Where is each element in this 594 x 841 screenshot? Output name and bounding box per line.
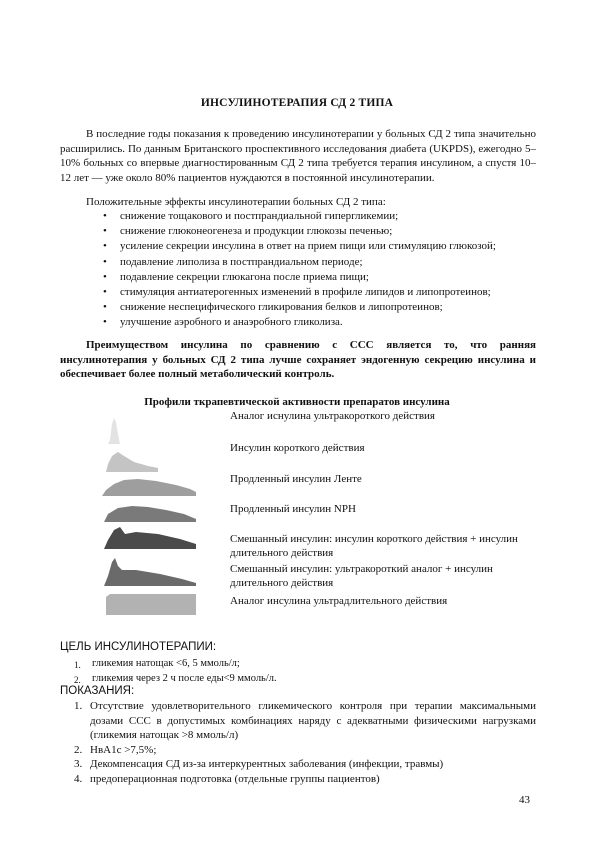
goal-list-item xyxy=(60,672,277,687)
goal-item-text: гликемия натощак <6, 5 ммоль/л; xyxy=(92,658,240,669)
profile-shape-short xyxy=(106,452,158,472)
profile-label: Аналог инсулина ультрадлительного действия xyxy=(230,595,448,607)
effects-list-item: • подавление липолиза в постпрандиальном периоде; xyxy=(86,255,536,270)
goal-list-item xyxy=(60,657,277,672)
indications-list-item xyxy=(60,772,536,787)
effects-list-item: • снижение тощакового и постпрандиальной гипергликемии; xyxy=(86,209,536,224)
profile-shape-lente xyxy=(102,479,196,496)
indication-number: 1. xyxy=(74,700,83,712)
profile-shape-mix-short xyxy=(104,527,196,549)
page-number: 43 xyxy=(519,794,530,806)
effects-list-item: • усиление секреции инсулина в ответ на прием пищи или стимуляцию глюкозой; xyxy=(86,239,536,254)
profile-shape-ultralong xyxy=(106,594,196,615)
page-title: ИНСУЛИНОТЕРАПИЯ СД 2 ТИПА xyxy=(200,97,394,109)
profile-label: Смешанный инсулин: ультракороткий аналог + инсулин длительного действия xyxy=(230,563,493,589)
profiles-title: Профили ткрапевтической активности препаратов инсулина xyxy=(144,396,450,408)
goal-heading: ЦЕЛЬ ИНСУЛИНОТЕРАПИИ: xyxy=(60,641,217,653)
effects-list-item: • стимуляция антиатерогенных изменений в профиле липидов и липопротеинов; xyxy=(86,285,536,300)
effects-list xyxy=(86,209,536,331)
advantage-paragraph: Преимуществом инсулина по сравнению с ССС является то, что ранняя инсулинотерапия у больных СД 2 типа лучше сохраняет эндогенную секрецию инсулина и обеспечивает более полный метаболический контроль. xyxy=(60,339,536,381)
indication-text: Декомпенсация СД из-за интеркурентных заболевания (инфекции, травмы) xyxy=(90,758,444,771)
profile-label: Смешанный инсулин: инсулин короткого действия + инсулин длительного действия xyxy=(230,533,518,559)
profile-label: Продленный инсулин Ленте xyxy=(230,473,362,485)
profile-shape-nph xyxy=(104,506,196,522)
indications-list xyxy=(60,699,536,787)
effects-list-item: • снижение неспецифического гликирования белков и липопротеинов; xyxy=(86,300,536,315)
goal-item-text: гликемия через 2 ч после еды<9 ммоль/л. xyxy=(92,672,277,684)
indication-text: предоперационная подготовка (отдельные группы пациентов) xyxy=(90,772,380,785)
goal-item-number: 1. xyxy=(74,660,81,670)
goal-list xyxy=(60,657,277,686)
intro-paragraph: В последние годы показания к проведению инсулинотерапии у больных СД 2 типа значительно расширились. По данным Британского проспективного исследования диабета (UKPDS), ежегодно 5–10% больных со впервые диагностированным СД 2 типа требуется терапия инсулином, а спустя 10–12 лет — уже около 80% пациентов нуждаются в постоянной инсулинотерапии. xyxy=(60,128,536,184)
indications-list-item xyxy=(60,757,536,772)
insulin-profiles-figure xyxy=(100,410,230,620)
profile-shape-ultrashort xyxy=(108,418,120,444)
indication-number: 2. xyxy=(74,743,83,756)
indications-list-item xyxy=(60,699,536,743)
effects-heading: Положительные эффекты инсулинотерапии больных СД 2 типа: xyxy=(86,196,386,208)
indication-number: 4. xyxy=(74,772,83,785)
goal-item-number: 2. xyxy=(74,674,81,685)
effects-list-item: • улучшение аэробного и анаэробного гликолиза. xyxy=(86,315,536,330)
profile-shape-mix-analog xyxy=(104,558,196,586)
indication-text: Отсутствие удовлетворительного гликемического контроля при терапии максимальными дозами ССС в допустимых комбинациях наряду с адекватными физическими нагрузками (гликемия натощак >8 ммоль/л) xyxy=(90,700,536,742)
profile-label: Продленный инсулин NPH xyxy=(230,503,356,515)
indication-text: HвA1c >7,5%; xyxy=(90,743,157,756)
effects-list-item: • снижение глюконеогенеза и продукции глюкозы печенью; xyxy=(86,224,536,239)
indication-number: 3. xyxy=(74,758,83,771)
indications-heading: ПОКАЗАНИЯ: xyxy=(60,685,135,697)
profile-label: Аналог иснулина ультракороткого действия xyxy=(230,410,435,422)
indications-list-item xyxy=(60,743,536,758)
effects-list-item: • подавление секреции глюкагона после приема пищи; xyxy=(86,270,536,285)
profile-label: Инсулин короткого действия xyxy=(230,442,365,454)
